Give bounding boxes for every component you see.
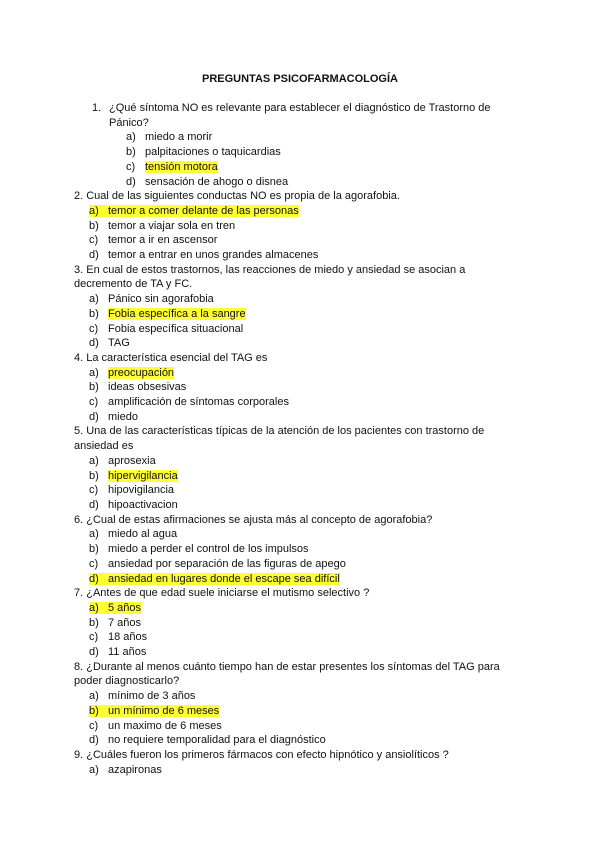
highlighted-answer: b) un mínimo de 6 meses — [89, 704, 220, 717]
question-7 — [74, 586, 514, 660]
options — [74, 130, 514, 189]
option-b — [89, 704, 514, 719]
option-c: c) amplificación de síntomas corporales — [89, 396, 289, 409]
question-text: 9. ¿Cuáles fueron los primeros fármacos con efecto hipnótico y ansiolíticos ? — [74, 748, 449, 761]
question-6 — [74, 513, 514, 587]
options — [74, 454, 514, 513]
option-a: a) Pánico sin agorafobia — [89, 293, 214, 306]
question-text: 8. ¿Durante al menos cuánto tiempo han de estar presentes los síntomas del TAG para poder diagnosticarlo? — [74, 660, 500, 688]
option-b: b) palpitaciones o taquicardias — [126, 146, 281, 159]
highlighted-answer: a) 5 años — [89, 601, 142, 614]
options — [74, 366, 514, 425]
question-4 — [74, 351, 514, 425]
options — [74, 689, 514, 748]
option-c: c) temor a ir en ascensor — [89, 234, 218, 247]
question-number: 1. — [92, 102, 102, 114]
question-text: 6. ¿Cual de estas afirmaciones se ajusta más al concepto de agorafobia? — [74, 513, 433, 526]
option-d: d) sensación de ahogo o disnea — [126, 175, 289, 188]
option-d: d) no requiere temporalidad para el diagnóstico — [89, 734, 326, 747]
question-5 — [74, 424, 514, 512]
option-d: d) TAG — [89, 337, 130, 350]
option-d: d) temor a entrar en unos grandes almacenes — [89, 249, 319, 262]
question-text: 3. En cual de estos trastornos, las reacciones de miedo y ansiedad se asocian a decremento de TA y FC. — [74, 263, 466, 291]
option-b: b) hipervigilancia — [89, 469, 178, 482]
question-1 — [74, 101, 514, 189]
options — [74, 204, 514, 263]
options — [74, 601, 514, 660]
option-b: b) ideas obsesivas — [89, 381, 187, 394]
highlighted-answer: hipervigilancia — [108, 469, 178, 482]
option-d: d) 11 años — [89, 646, 147, 659]
option-a — [89, 204, 514, 219]
option-b: b) miedo a perder el control de los impulsos — [89, 543, 309, 556]
highlighted-answer: d) ansiedad en lugares donde el escape sea difícil — [89, 572, 340, 585]
highlighted-answer: Fobia específica a la sangre — [108, 307, 246, 320]
option-a: a) aprosexia — [89, 454, 156, 467]
option-b: b) 7 años — [89, 616, 142, 629]
question-2 — [74, 189, 514, 263]
page-title: PREGUNTAS PSICOFARMACOLOGÍA — [202, 73, 398, 85]
option-d: d) hipoactivacion — [89, 498, 178, 511]
option-c: c) ansiedad por separación de las figuras de apego — [89, 557, 346, 570]
option-c: c) un maximo de 6 meses — [89, 719, 222, 732]
option-a: a) miedo a morir — [126, 131, 213, 144]
question-text: 7. ¿Antes de que edad suele iniciarse el mutismo selectivo ? — [74, 587, 370, 600]
option-c: c) Fobia específica situacional — [89, 322, 244, 335]
option-a: a) azapironas — [89, 763, 162, 776]
option-c: c) tensión motora — [126, 160, 218, 173]
question-text: 1. ¿Qué síntoma NO es relevante para establecer el diagnóstico de Trastorno de Pánico? — [92, 102, 491, 129]
question-text: 5. Una de las características típicas de la atención de los pacientes con trastorno de ansiedad es — [74, 425, 485, 453]
highlighted-answer: preocupación — [108, 366, 175, 379]
question-text: 4. La característica esencial del TAG es — [74, 351, 268, 364]
option-a: a) miedo al agua — [89, 528, 178, 541]
option-a — [89, 601, 514, 616]
highlighted-answer: tensión motora — [145, 160, 218, 173]
option-d — [89, 572, 514, 587]
option-a: a) mínimo de 3 años — [89, 690, 196, 703]
option-b: b) temor a viajar sola en tren — [89, 219, 236, 232]
question-text: 2. Cual de las siguientes conductas NO es propia de la agorafobia. — [74, 190, 400, 203]
option-c: c) 18 años — [89, 631, 148, 644]
option-a: a) preocupación — [89, 366, 175, 379]
question-3 — [74, 263, 514, 351]
question-9 — [74, 748, 514, 777]
option-c: c) hipovigilancia — [89, 484, 175, 497]
question-8 — [74, 660, 514, 748]
highlighted-answer: a) temor a comer delante de las personas — [89, 204, 299, 217]
option-d: d) miedo — [89, 410, 138, 423]
question-list — [74, 101, 514, 777]
options — [74, 763, 514, 778]
options — [74, 292, 514, 351]
option-b: b) Fobia específica a la sangre — [89, 307, 246, 320]
options — [74, 527, 514, 586]
